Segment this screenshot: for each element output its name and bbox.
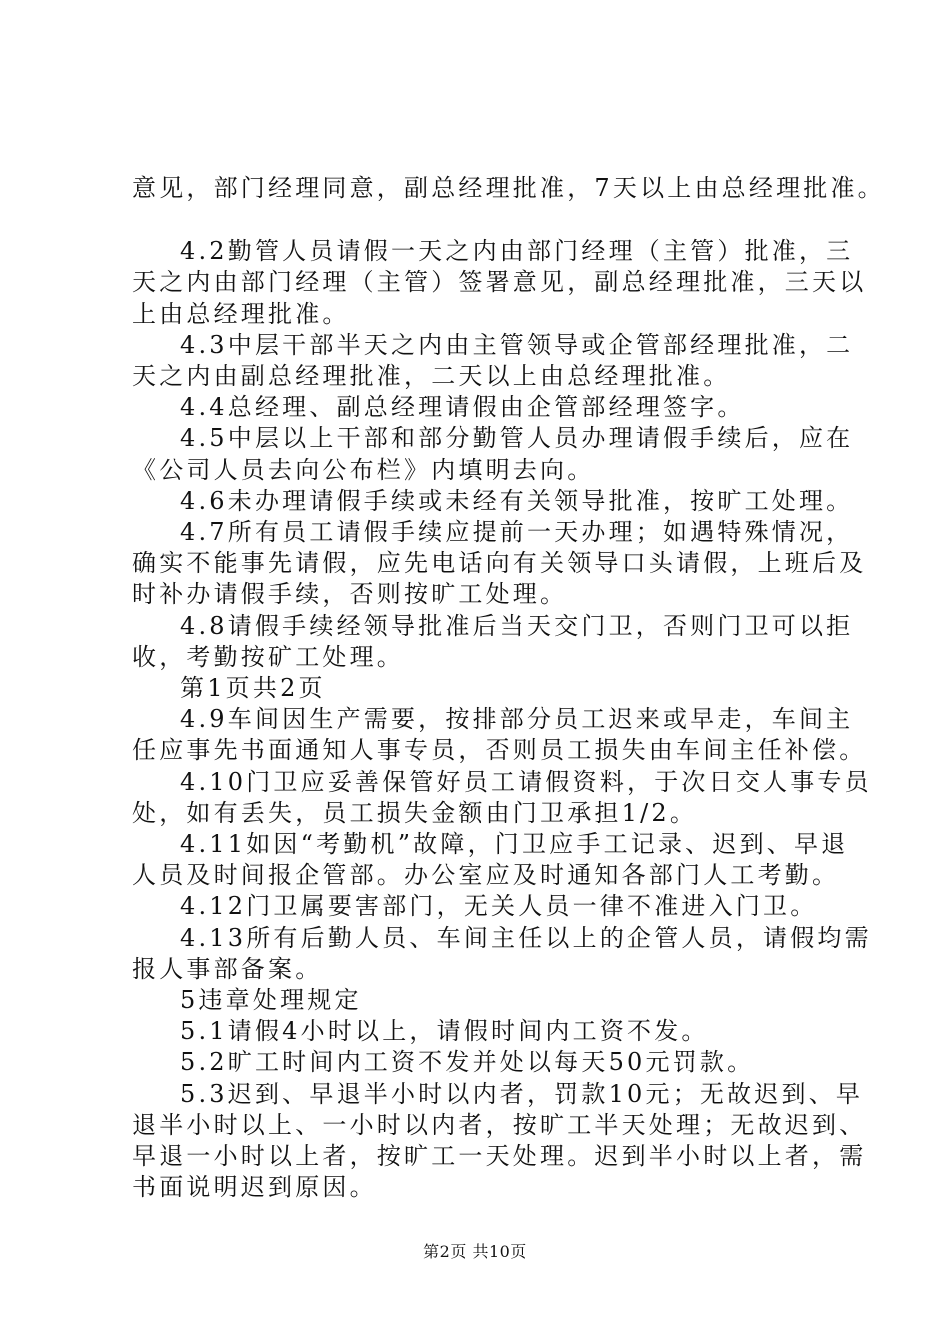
text-line: 上由总经理批准。	[132, 299, 350, 328]
inline-page-marker: 第1页共2页	[180, 674, 326, 703]
text-line: 书面说明迟到原因。	[132, 1173, 377, 1202]
text-line: 4.10门卫应妥善保管好员工请假资料，于次日交人事专员	[180, 767, 872, 796]
text-line: 4.4总经理、副总经理请假由企管部经理签字。	[180, 393, 745, 422]
text-line: 天之内由副总经理批准，二天以上由总经理批准。	[132, 362, 731, 391]
text-line: 4.11如因“考勤机”故障，门卫应手工记录、迟到、早退	[180, 830, 849, 859]
section-heading: 5违章处理规定	[180, 986, 362, 1015]
text-line: 报人事部备案。	[132, 954, 323, 983]
text-line: 4.7所有员工请假手续应提前一天办理；如遇特殊情况，	[180, 518, 854, 547]
text-line: 退半小时以上、一小时以内者，按旷工半天处理；无故迟到、	[132, 1110, 867, 1139]
text-line: 时补办请假手续，否则按旷工处理。	[132, 580, 568, 609]
text-line: 收，考勤按矿工处理。	[132, 642, 404, 671]
text-line: 4.3中层干部半天之内由主管领导或企管部经理批准，二	[180, 330, 854, 359]
text-line: 4.6未办理请假手续或未经有关领导批准，按旷工处理。	[180, 486, 854, 515]
text-line: 4.5中层以上干部和部分勤管人员办理请假手续后，应在	[180, 424, 854, 453]
text-line: 4.8请假手续经领导批准后当天交门卫，否则门卫可以拒	[180, 611, 854, 640]
text-line: 4.13所有后勤人员、车间主任以上的企管人员，请假均需	[180, 923, 872, 952]
text-line: 4.12门卫属要害部门，无关人员一律不准进入门卫。	[180, 892, 818, 921]
text-line: 意见，部门经理同意，副总经理批准，7天以上由总经理批准。	[132, 174, 885, 202]
text-line: 5.1请假4小时以上，请假时间内工资不发。	[180, 1017, 709, 1046]
text-line: 确实不能事先请假，应先电话向有关领导口头请假，上班后及	[132, 549, 867, 578]
text-line: 天之内由部门经理（主管）签署意见，副总经理批准，三天以	[132, 268, 867, 297]
text-line: 人员及时间报企管部。办公室应及时通知各部门人工考勤。	[132, 861, 840, 890]
text-line: 处，如有丢失，员工损失金额由门卫承担1/2。	[132, 798, 698, 827]
text-line: 5.2旷工时间内工资不发并处以每天50元罚款。	[180, 1048, 755, 1077]
text-line: 5.3迟到、早退半小时以内者，罚款10元；无故迟到、早	[180, 1079, 864, 1108]
text-line: 4.9车间因生产需要，按排部分员工迟来或早走，车间主	[180, 705, 854, 734]
text-line: 早退一小时以上者，按旷工一天处理。迟到半小时以上者，需	[132, 1142, 867, 1171]
document-body	[132, 173, 885, 1204]
text-line: 任应事先书面通知人事专员，否则员工损失由车间主任补偿。	[132, 736, 867, 765]
text-line: 《公司人员去向公布栏》内填明去向。	[132, 455, 595, 484]
page-footer: 第2页 共10页	[423, 1242, 527, 1261]
text-line: 4.2勤管人员请假一天之内由部门经理（主管）批准，三	[180, 237, 854, 266]
